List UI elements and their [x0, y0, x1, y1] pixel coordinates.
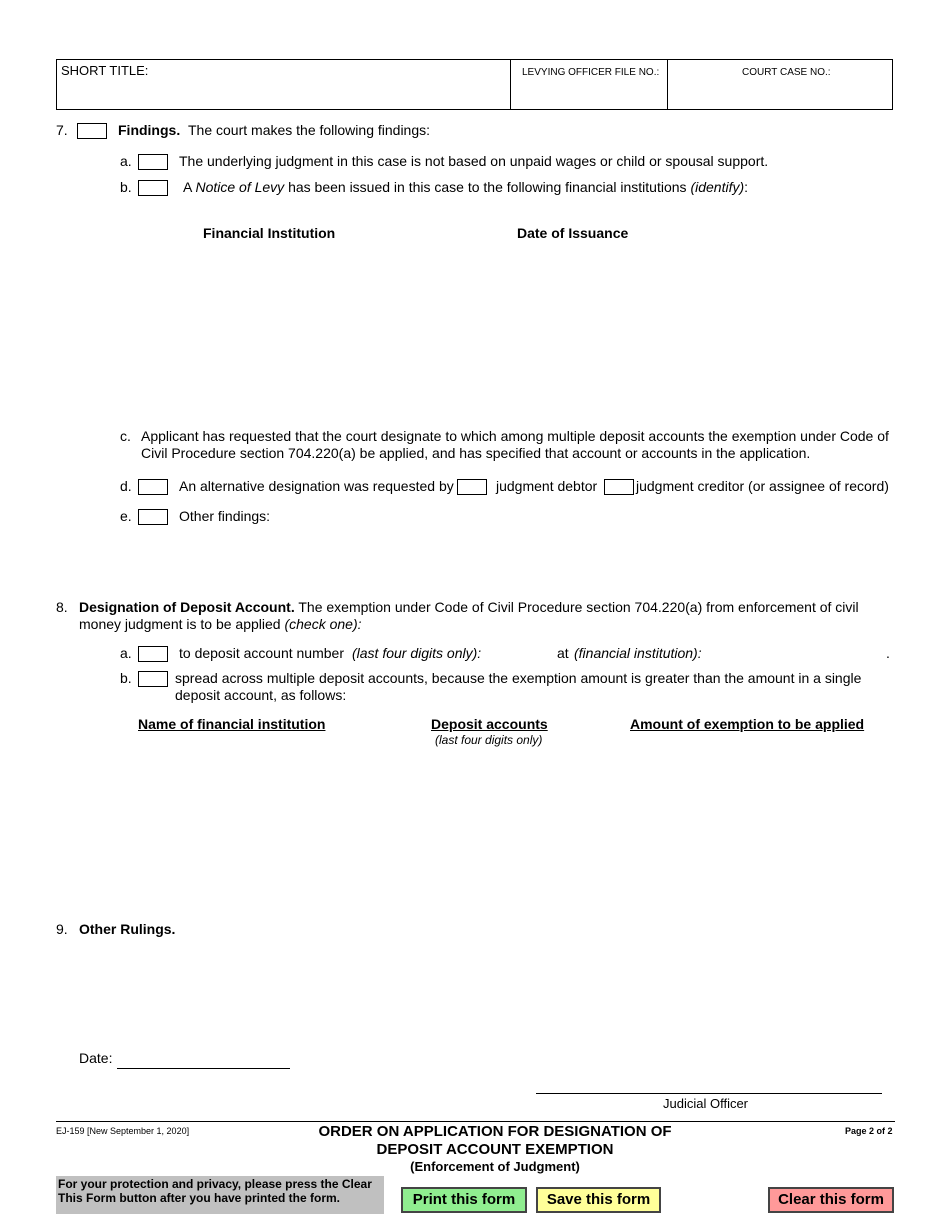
- date-line[interactable]: [117, 1068, 290, 1069]
- item7-intro: The court makes the following findings:: [188, 122, 431, 138]
- item7d-checkbox[interactable]: [138, 479, 168, 495]
- form-title-line2: DEPOSIT ACCOUNT EXEMPTION: [376, 1141, 614, 1158]
- judicial-officer-label: Judicial Officer: [663, 1096, 749, 1111]
- date-label: Date:: [79, 1050, 113, 1066]
- item7b-mid: has been issued in this case to the following financial institutions: [288, 179, 687, 195]
- item8b-checkbox[interactable]: [138, 671, 168, 687]
- save-form-button[interactable]: Save this form: [536, 1187, 661, 1213]
- item7-number: 7.: [56, 122, 68, 138]
- item8-line2: money judgment is to be applied: [79, 616, 281, 632]
- short-title-box: [56, 59, 511, 110]
- financial-institution-name-header: Name of financial institution: [138, 716, 326, 732]
- item7a-checkbox[interactable]: [138, 154, 168, 170]
- print-form-button[interactable]: Print this form: [401, 1187, 527, 1213]
- item8b-line2: deposit account, as follows:: [175, 687, 347, 703]
- financial-institution-header: Financial Institution: [203, 225, 336, 241]
- item8-number: 8.: [56, 599, 68, 615]
- item7d-text3: judgment creditor (or assignee of record): [636, 478, 889, 494]
- item9-number: 9.: [56, 921, 68, 937]
- privacy-line2: This Form button after you have printed the form.: [58, 1191, 341, 1205]
- item7d-text2: judgment debtor: [496, 478, 598, 494]
- item8a-italic1: (last four digits only):: [352, 645, 482, 661]
- item7b-pre: A: [183, 179, 192, 195]
- item7b-italic2: (identify): [690, 179, 745, 195]
- item8-line1: The exemption under Code of Civil Procedure section 704.220(a) from enforcement of civil: [298, 599, 859, 615]
- item7b-checkbox[interactable]: [138, 180, 168, 196]
- judgment-debtor-checkbox[interactable]: [457, 479, 487, 495]
- levying-officer-label: LEVYING OFFICER FILE NO.:: [522, 67, 660, 78]
- item7e-text: Other findings:: [179, 508, 271, 524]
- item8-line1-wrap: [79, 599, 859, 615]
- item9-title: Other Rulings.: [79, 921, 176, 937]
- item7a-letter: a.: [120, 153, 132, 169]
- court-case-label: COURT CASE NO.:: [742, 67, 831, 78]
- item8-title: Designation of Deposit Account.: [79, 599, 295, 615]
- item7-title: Findings.: [118, 122, 181, 138]
- clear-form-button[interactable]: Clear this form: [768, 1187, 894, 1213]
- amount-exemption-header: Amount of exemption to be applied: [630, 716, 865, 732]
- form-title-line1: ORDER ON APPLICATION FOR DESIGNATION OF: [318, 1123, 672, 1140]
- form-subtitle: (Enforcement of Judgment): [410, 1159, 580, 1174]
- item8a-end: .: [886, 645, 890, 661]
- item7e-letter: e.: [120, 508, 132, 524]
- item7a-text: The underlying judgment in this case is not based on unpaid wages or child or spousal support.: [179, 153, 769, 169]
- item8b-line1: spread across multiple deposit accounts, because the exemption amount is greater than the amount in a single: [175, 670, 862, 686]
- item7b-letter: b.: [120, 179, 132, 195]
- privacy-line1: For your protection and privacy, please press the Clear: [58, 1177, 372, 1191]
- item7c-line1: Applicant has requested that the court designate to which among multiple deposit accounts the exemption under Code of: [141, 428, 889, 444]
- deposit-accounts-header: Deposit accounts: [431, 716, 548, 732]
- item7d-letter: d.: [120, 478, 132, 494]
- item8a-italic2: (financial institution):: [574, 645, 702, 661]
- item7b-italic1: Notice of Levy: [195, 179, 285, 195]
- privacy-notice: [56, 1176, 384, 1214]
- signature-line: [536, 1093, 882, 1094]
- date-of-issuance-header: Date of Issuance: [517, 225, 629, 241]
- item8a-letter: a.: [120, 645, 132, 661]
- item8a-text: to deposit account number: [179, 645, 344, 661]
- item8-line2-italic: (check one):: [284, 616, 362, 632]
- page-number: Page 2 of 2: [845, 1126, 893, 1136]
- item7d-text1: An alternative designation was requested by: [179, 478, 454, 494]
- deposit-accounts-subheader: (last four digits only): [435, 733, 543, 747]
- item8b-letter: b.: [120, 670, 132, 686]
- form-id: EJ-159 [New September 1, 2020]: [56, 1126, 190, 1136]
- item8a-at: at: [557, 645, 569, 661]
- short-title-label: SHORT TITLE:: [61, 63, 149, 78]
- item7b-post: :: [744, 179, 749, 195]
- levying-officer-box: [510, 59, 668, 110]
- item7-checkbox[interactable]: [77, 123, 107, 139]
- item7e-checkbox[interactable]: [138, 509, 168, 525]
- item7b-text: [183, 179, 748, 195]
- item8a-checkbox[interactable]: [138, 646, 168, 662]
- item7c-line2: Civil Procedure section 704.220(a) be applied, and has specified that account or accounts in the application.: [141, 445, 811, 461]
- item8-line2-wrap: [79, 616, 362, 632]
- judgment-creditor-checkbox[interactable]: [604, 479, 634, 495]
- court-case-box: [667, 59, 893, 110]
- footer-divider: [56, 1121, 895, 1122]
- item7c-letter: c.: [120, 428, 131, 444]
